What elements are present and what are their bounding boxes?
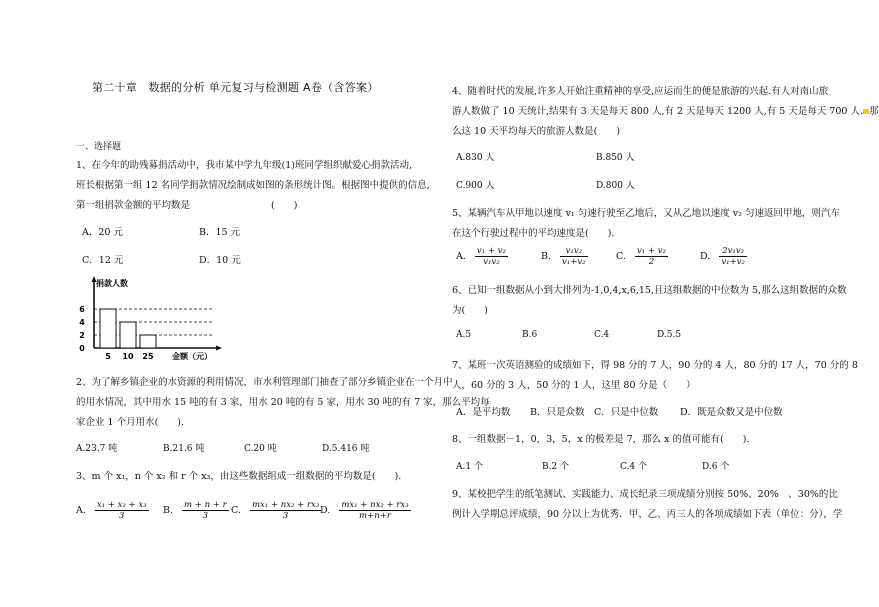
page-title: 第二十章 数据的分析 单元复习与检测题 A卷（含答案） (92, 81, 379, 94)
x-tick-label: 25 (142, 352, 154, 361)
fraction-numerator: mx₁ + nx₂ + rx₃ (341, 500, 409, 510)
x-tick-label: 10 (122, 352, 134, 361)
q1-line-3: 第一组捐款金额的平均数是 (76, 200, 191, 211)
q3-option-b (163, 500, 229, 521)
q1-option-b: B．15 元 (199, 227, 241, 238)
q4-option-d: D.800 人 (596, 181, 635, 191)
q6-option-a: A.5 (456, 330, 472, 340)
donation-bar-chart (74, 272, 224, 364)
fraction-numerator: v₁v₂ (560, 246, 588, 257)
fraction-numerator: x₁ + x₂ + x₃ (96, 500, 147, 510)
q1-answer-blank: ( ) (271, 200, 298, 211)
q4-option-b: B.850 人 (596, 153, 635, 163)
q5-line-1: 5、某辆汽车从甲地以速度 v₁ 匀速行驶至乙地后，又从乙地以速度 v₂ 匀速返回甲地，则汽车 (452, 208, 840, 219)
q6-line-2: 为( ) (452, 305, 488, 316)
q6-option-b: B.6 (522, 330, 538, 340)
q5-option-b-fraction (560, 246, 588, 267)
section-heading: 一、选择题 (76, 142, 122, 152)
q8-option-a: A.1 个 (456, 462, 483, 472)
q1-option-a: A．20 元 (82, 227, 123, 238)
q1-option-c: C．12 元 (82, 255, 124, 266)
q3-option-a-fraction (95, 500, 149, 521)
q5-option-a-label: A. (456, 251, 466, 262)
q5-option-c-fraction (635, 246, 668, 267)
x-axis-arrow (216, 346, 222, 351)
q3-option-d-label: D. (320, 505, 331, 516)
q2-option-c: C.20 吨 (244, 444, 277, 454)
q4-option-c: C.900 人 (456, 181, 495, 191)
bar-25 (140, 335, 156, 348)
q5-option-b-label: B. (541, 251, 552, 262)
fraction-denominator: v₁v₂ (483, 257, 500, 267)
fraction-denominator: 3 (202, 511, 209, 521)
q5-option-d-label: D. (700, 251, 711, 262)
q3-option-b-fraction (182, 500, 229, 521)
q3-option-c-label: C. (231, 505, 241, 516)
q4-line-2 (452, 103, 879, 117)
q3-option-a (76, 500, 149, 521)
q5-option-c (616, 246, 668, 267)
y-tick-label: 2 (79, 331, 85, 340)
q3-stem: 3、m 个 x₁，n 个 x₂ 和 r 个 x₃，由这些数据组成一组数据的平均数是( ). (76, 471, 402, 482)
y-axis-label: 捐款人数 (96, 279, 128, 288)
q6-option-d: D.5.5 (657, 330, 682, 340)
fraction-numerator: mx₁ + nx₂ + rx₃ (251, 500, 320, 510)
q3-option-b-label: B. (163, 505, 174, 516)
q5-option-a (456, 246, 508, 267)
q4-line-1: 4、随着时代的发展,许多人开始注重精神的享受,应运而生的便是旅游的兴起.有人对南山旅 (452, 86, 829, 97)
fraction-denominator: 3 (119, 511, 125, 521)
q9-line-1: 9、某校把学生的纸笔测试、实践能力、成长纪录三项成绩分别按 50%、20% 、30%的比 (452, 489, 838, 500)
q5-option-d-fraction (719, 246, 747, 267)
bar-5 (100, 309, 116, 348)
q3-option-d (320, 500, 411, 521)
fraction-numerator: 2v₁v₂ (719, 246, 747, 257)
y-tick-label: 6 (79, 305, 85, 314)
q7-option-c: C．只是中位数 (594, 407, 659, 418)
bar-10 (120, 322, 136, 348)
q7-line-1: 7、某班一次英语测验的成绩如下，得 98 分的 7 人，90 分的 4 人，80 分的 17 人，70 分的 8 (452, 360, 858, 371)
q4-option-a: A.830 人 (456, 153, 495, 163)
q4-line-2-tail: 那 (869, 106, 879, 117)
q2-line-2: 的用水情况，其中用水 15 吨的有 3 家，用水 20 吨的有 5 家，用水 30 吨的有 7 家，那么平均每 (76, 397, 490, 408)
q8-option-d: D.6 个 (702, 462, 730, 472)
y-tick-label: 0 (79, 344, 85, 353)
q4-line-3: 么这 10 天平均每天的旅游人数是( ) (452, 126, 621, 137)
q8-option-b: B.2 个 (542, 462, 570, 472)
fraction-numerator: m + n + r (184, 500, 227, 510)
q7-line-2: 人，60 分的 3 人，50 分的 1 人，这里 80 分是（ ） (452, 380, 696, 391)
q7-option-d: D．既是众数又是中位数 (680, 407, 783, 418)
q5-option-b (541, 246, 588, 267)
q1-line-1: 1、在今年的助残募捐活动中，我市某中学九年级(1)班同学组织献爱心捐款活动, (76, 160, 413, 171)
q3-option-c (231, 500, 321, 521)
q1-option-d: D．10 元 (199, 255, 241, 266)
fraction-denominator: v₁+v₂ (562, 257, 586, 267)
q2-line-3: 家企业 1 个月用水( ). (76, 417, 185, 428)
q3-option-c-fraction (250, 500, 321, 521)
fraction-denominator: 2 (648, 257, 655, 267)
fraction-denominator: v₁+v₂ (721, 257, 745, 267)
x-axis-label: 金额（元） (172, 352, 212, 361)
q2-option-a: A.23.7 吨 (76, 444, 118, 454)
q3-option-d-fraction (339, 500, 410, 521)
q4-line-2-text: 游人数做了 10 天统计,结果有 3 天是每天 800 人,有 2 天是每天 1200 人,有 5 天是每天 700 人. (452, 106, 864, 117)
q5-option-a-fraction (475, 246, 508, 267)
q6-line-1: 6、已知一组数据从小到大排列为-1,0,4,x,6,15,且这组数据的中位数为 5,那么这组数据的众数 (452, 285, 847, 296)
fraction-numerator: v₁ + v₂ (476, 246, 506, 256)
q1-line-2: 班长根据第一组 12 名同学捐款情况绘制成如图的条形统计图。根据图中提供的信息, (76, 180, 430, 191)
fraction-denominator: 3 (282, 511, 289, 521)
q2-line-1: 2、为了解乡镇企业的水资源的利用情况，市水利管理部门抽查了部分乡镇企业在一个月中 (76, 377, 453, 388)
q5-option-c-label: C. (616, 251, 626, 262)
q8-option-c: C.4 个 (620, 462, 648, 472)
q2-option-b: B.21.6 吨 (163, 444, 205, 454)
q3-option-a-label: A. (76, 505, 86, 516)
q5-option-d (700, 246, 747, 267)
x-tick-label: 5 (105, 352, 111, 361)
q2-option-d: D.5.416 吨 (322, 444, 370, 454)
q6-option-c: C.4 (594, 330, 610, 340)
fraction-numerator: v₁ + v₂ (636, 246, 666, 256)
q7-option-b: B．只是众数 (530, 407, 585, 418)
q5-line-2: 在这个行驶过程中的平均速度是( ). (452, 228, 615, 239)
y-tick-label: 4 (79, 318, 85, 327)
q9-line-2: 例计入学期总评成绩，90 分以上为优秀．甲、乙、丙三人的各项成绩如下表（单位：分），学 (452, 509, 843, 520)
q8-stem: 8、一组数据－1，0，3，5，x 的极差是 7，那么 x 的值可能有( ). (452, 434, 750, 445)
fraction-denominator: m+n+r (359, 511, 391, 521)
q7-option-a: A．是平均数 (456, 407, 511, 418)
